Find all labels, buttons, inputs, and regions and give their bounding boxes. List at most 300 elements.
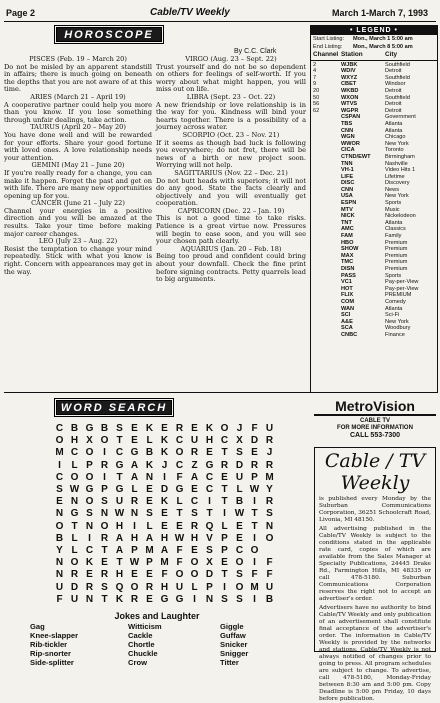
grid-letter[interactable]: P — [101, 484, 108, 496]
grid-letter[interactable]: P — [221, 532, 228, 544]
grid-letter[interactable]: S — [56, 484, 63, 496]
legend-start: Start Listing: Mon., March 1 5:00 am — [313, 36, 413, 42]
grid-row — [52, 569, 277, 581]
legend-rows — [311, 61, 437, 340]
grid-letter[interactable]: P — [251, 471, 258, 483]
grid-letter[interactable]: O — [55, 435, 64, 447]
legend-row: DISC Discovery — [341, 180, 410, 187]
grid-letter[interactable]: G — [115, 484, 124, 496]
grid-letter[interactable]: R — [190, 520, 199, 532]
grid-letter[interactable]: L — [191, 581, 198, 593]
grid-letter[interactable]: O — [175, 569, 184, 581]
grid-letter[interactable]: I — [223, 508, 226, 520]
grid-letter[interactable]: I — [133, 520, 136, 532]
grid-letter[interactable]: B — [145, 447, 154, 459]
grid-row — [52, 472, 277, 484]
grid-letter[interactable]: U — [190, 435, 199, 447]
legend-row: 62 WGPR Detroit — [313, 107, 402, 114]
grid-letter[interactable]: X — [206, 557, 213, 569]
grid-letter[interactable]: L — [221, 520, 228, 532]
grid-letter[interactable]: E — [176, 520, 183, 532]
legend-header-row: Channel Station City — [311, 51, 437, 61]
grid-letter[interactable]: F — [176, 471, 183, 483]
grid-letter[interactable]: O — [265, 532, 274, 544]
grid-letter[interactable]: D — [70, 581, 79, 593]
horoscope-column-right — [156, 56, 306, 284]
grid-letter[interactable]: S — [206, 545, 213, 557]
legend-row: TNT Atlanta — [341, 219, 403, 226]
grid-letter[interactable]: J — [236, 423, 243, 434]
grid-letter[interactable]: F — [266, 569, 273, 581]
grid-letter[interactable]: H — [160, 532, 169, 544]
grid-letter[interactable]: N — [70, 496, 79, 508]
grid-letter[interactable]: E — [236, 532, 243, 544]
grid-letter[interactable]: A — [130, 459, 139, 471]
legend-title: • LEGEND • — [311, 26, 437, 35]
grid-letter[interactable]: E — [191, 423, 198, 434]
grid-letter[interactable]: I — [88, 532, 91, 544]
grid-letter[interactable]: C — [115, 447, 124, 459]
word-list-row — [30, 622, 290, 631]
grid-letter[interactable]: E — [146, 484, 153, 496]
grid-letter[interactable]: N — [85, 520, 94, 532]
grid-letter[interactable]: I — [193, 593, 196, 605]
grid-letter[interactable]: S — [116, 423, 123, 434]
legend-row: AMC Classics — [341, 226, 406, 233]
word-list-item: Chuckle — [128, 649, 158, 658]
grid-letter[interactable]: A — [115, 532, 124, 544]
horoscope-sign-heading: CAPRICORN (Dec. 22 – Jan. 19) — [177, 206, 285, 215]
grid-letter[interactable]: E — [131, 423, 138, 434]
grid-letter[interactable]: O — [100, 435, 109, 447]
grid-letter[interactable]: R — [130, 593, 139, 605]
section-divider — [4, 392, 436, 393]
grid-letter[interactable]: X — [236, 435, 243, 447]
word-list-item: Giggle — [220, 622, 244, 631]
grid-letter[interactable]: E — [191, 545, 198, 557]
grid-letter[interactable]: F — [176, 557, 183, 569]
grid-letter[interactable]: N — [55, 557, 64, 569]
grid-row — [52, 435, 277, 447]
horoscope-sign-heading: PISCES (Feb. 19 – March 20) — [29, 55, 127, 63]
legend-row: SHOW Premium — [341, 246, 408, 253]
grid-letter[interactable]: W — [234, 508, 245, 520]
grid-letter[interactable]: N — [55, 508, 64, 520]
grid-letter[interactable]: T — [221, 569, 228, 581]
grid-letter[interactable]: X — [86, 435, 93, 447]
grid-letter[interactable]: N — [145, 471, 154, 483]
grid-letter[interactable]: G — [175, 484, 184, 496]
grid-letter[interactable]: E — [146, 496, 153, 508]
grid-letter[interactable]: D — [160, 484, 169, 496]
grid-letter[interactable]: F — [56, 593, 63, 605]
grid-letter[interactable]: G — [205, 459, 214, 471]
grid-letter[interactable]: F — [176, 545, 183, 557]
grid-letter[interactable]: L — [131, 484, 138, 496]
grid-letter[interactable]: E — [236, 520, 243, 532]
legend-row: USA New York — [341, 193, 409, 200]
grid-letter[interactable]: G — [175, 593, 184, 605]
grid-letter[interactable]: F — [251, 423, 258, 434]
horoscope-sign-heading: TAURUS (April 20 – May 20) — [30, 123, 126, 132]
grid-letter[interactable]: T — [221, 484, 228, 496]
grid-letter[interactable]: I — [103, 447, 106, 459]
grid-letter[interactable]: O — [190, 557, 199, 569]
grid-letter[interactable]: N — [100, 508, 109, 520]
cabletv-authority-text: Advertisers have no authority to bind Cable/TV Weekly and only publication of an advertisement shall constitute final acceptance of the advertiser's order. The information in Cable/TV Weekly is provided by the networks and stations. Cable/TV Weekly is not always notified of changes prior to going to press. All program schedules are subject to change. To advertise, call 478-5180, Monday-Friday between 8:30 am and 5:00 pm. Copy Deadline is 5:00 pm Friday, 10 days before publication. — [319, 605, 431, 702]
grid-letter[interactable]: R — [130, 496, 139, 508]
grid-letter[interactable]: I — [208, 496, 211, 508]
grid-letter[interactable]: P — [221, 545, 228, 557]
grid-letter[interactable]: O — [250, 545, 259, 557]
grid-letter[interactable]: T — [101, 545, 108, 557]
grid-letter[interactable]: E — [146, 593, 153, 605]
word-list-row — [30, 631, 290, 640]
grid-letter[interactable]: H — [115, 569, 124, 581]
grid-letter[interactable]: G — [85, 423, 94, 434]
grid-letter[interactable]: S — [146, 508, 153, 520]
grid-letter[interactable]: N — [55, 569, 64, 581]
grid-letter[interactable]: P — [206, 581, 213, 593]
grid-letter[interactable]: U — [265, 423, 274, 434]
grid-letter[interactable]: E — [191, 484, 198, 496]
grid-letter[interactable]: P — [131, 545, 138, 557]
cabletv-publisher-text: is published every Monday by the Suburban Communications Corporation, 36251 Schoolcraft Road, Livonia, MI 48150. — [319, 496, 431, 523]
grid-letter[interactable]: B — [100, 423, 109, 434]
grid-letter[interactable]: F — [266, 557, 273, 569]
cabletv-logo-line1: Cable / TV — [324, 450, 426, 472]
legend-row: DISN Premium — [341, 266, 408, 272]
publication-title: Cable/TV Weekly — [150, 7, 230, 18]
grid-letter[interactable]: T — [116, 471, 123, 483]
grid-letter[interactable]: A — [130, 471, 139, 483]
grid-letter[interactable]: E — [161, 508, 168, 520]
grid-letter[interactable]: C — [55, 423, 64, 434]
grid-letter[interactable]: F — [251, 569, 258, 581]
legend-row: SCI Sci-Fi — [341, 312, 400, 319]
grid-letter[interactable]: R — [220, 459, 229, 471]
grid-letter[interactable]: K — [205, 423, 214, 434]
grid-letter[interactable]: R — [175, 423, 184, 434]
word-list-item: Guffaw — [220, 631, 246, 640]
grid-letter[interactable]: K — [160, 496, 169, 508]
horoscope-sign-heading: SAGITTARIUS (Nov. 22 – Dec. 21) — [174, 168, 288, 177]
grid-letter[interactable]: T — [101, 593, 108, 605]
grid-letter[interactable]: T — [71, 520, 78, 532]
grid-letter[interactable]: A — [115, 545, 124, 557]
legend-row: MTV Music — [341, 206, 400, 213]
grid-letter[interactable]: E — [221, 557, 228, 569]
legend-row: CSPAN Government — [341, 114, 416, 121]
grid-letter[interactable]: I — [163, 471, 166, 483]
grid-letter[interactable]: U — [55, 581, 64, 593]
grid-letter[interactable]: H — [190, 532, 199, 544]
grid-letter[interactable]: O — [220, 423, 229, 434]
grid-letter[interactable]: H — [70, 435, 79, 447]
grid-letter[interactable]: W — [249, 484, 260, 496]
word-list-item: Rip-snorter — [30, 649, 71, 658]
horoscope-sign-text: Do not be misled by an apparent standstill in affairs; there is much going on beneath the depths that you are not aware of at this time. — [4, 62, 152, 94]
legend-row: COM Comedy — [341, 298, 406, 305]
grid-letter[interactable]: R — [85, 581, 94, 593]
grid-letter[interactable]: E — [206, 447, 213, 459]
grid-letter[interactable]: L — [236, 484, 243, 496]
word-list-row — [30, 658, 290, 667]
grid-letter[interactable]: I — [103, 471, 106, 483]
grid-letter[interactable]: E — [161, 423, 168, 434]
horoscope-sign-text: A new friendship or love relationship is in the way for you. Kindness will bind your hearts together. There is a possibility of a journey across water. — [156, 100, 306, 132]
grid-letter[interactable]: Q — [205, 520, 214, 532]
grid-letter[interactable]: H — [130, 532, 139, 544]
grid-letter[interactable]: C — [175, 459, 184, 471]
grid-letter[interactable]: T — [251, 508, 258, 520]
grid-letter[interactable]: M — [55, 447, 64, 459]
horoscope-sign-text: If you're really ready for a change, you can make it happen. Forget the past and get on with life. There are many new opportunities opening up for you. — [4, 168, 152, 200]
word-list-item: Chortle — [128, 640, 155, 649]
grid-letter[interactable]: Q — [115, 581, 124, 593]
grid-letter[interactable]: U — [235, 471, 244, 483]
grid-letter[interactable]: O — [175, 447, 184, 459]
grid-letter[interactable]: Z — [191, 459, 198, 471]
grid-letter[interactable]: O — [190, 569, 199, 581]
grid-letter[interactable]: N — [265, 520, 274, 532]
word-list-item: Gag — [30, 622, 45, 631]
grid-letter[interactable]: S — [101, 496, 108, 508]
grid-letter[interactable]: K — [145, 423, 154, 434]
grid-letter[interactable]: I — [253, 496, 256, 508]
grid-letter[interactable]: R — [100, 532, 109, 544]
grid-letter[interactable]: B — [235, 496, 244, 508]
grid-letter[interactable]: D — [250, 435, 259, 447]
grid-letter[interactable]: E — [101, 557, 108, 569]
grid-letter[interactable]: V — [206, 532, 213, 544]
grid-letter[interactable]: K — [160, 435, 169, 447]
grid-letter[interactable]: D — [235, 459, 244, 471]
grid-letter[interactable]: S — [236, 593, 243, 605]
grid-letter[interactable]: P — [86, 459, 93, 471]
legend-row: TNN Nashville — [341, 160, 408, 167]
grid-letter[interactable]: I — [253, 593, 256, 605]
grid-letter[interactable]: E — [56, 496, 63, 508]
grid-letter[interactable]: N — [85, 593, 94, 605]
grid-letter[interactable]: K — [115, 593, 124, 605]
grid-letter[interactable]: R — [100, 569, 109, 581]
grid-letter[interactable]: W — [174, 532, 185, 544]
grid-letter[interactable]: M — [160, 557, 169, 569]
word-list-row — [30, 640, 290, 649]
grid-letter[interactable]: C — [190, 496, 199, 508]
grid-letter[interactable]: U — [175, 581, 184, 593]
grid-letter[interactable]: T — [251, 520, 258, 532]
grid-letter[interactable]: U — [70, 593, 79, 605]
grid-letter[interactable]: E — [146, 569, 153, 581]
grid-letter[interactable]: T — [206, 508, 213, 520]
grid-letter[interactable]: R — [265, 459, 274, 471]
grid-letter[interactable]: G — [85, 484, 94, 496]
grid-letter[interactable]: M — [250, 581, 259, 593]
grid-letter[interactable]: G — [160, 593, 169, 605]
grid-letter[interactable]: K — [85, 557, 94, 569]
grid-letter[interactable]: O — [235, 557, 244, 569]
horoscope-sign-text: If it seems as though bad luck is following you everywhere; do not fret, there will be news of a birth or new project soon. Worrying will not help. — [156, 138, 306, 170]
word-list-row — [30, 649, 290, 658]
legend-row: HOT Pay-per-View — [341, 285, 419, 292]
grid-letter[interactable]: H — [205, 435, 214, 447]
cabletv-info-box — [314, 447, 436, 702]
grid-letter[interactable]: B — [265, 593, 274, 605]
grid-letter[interactable]: N — [205, 593, 214, 605]
word-list-item: Titter — [220, 658, 239, 667]
grid-letter[interactable]: L — [71, 459, 78, 471]
grid-letter[interactable]: L — [71, 545, 78, 557]
grid-letter[interactable]: R — [265, 435, 274, 447]
grid-letter[interactable]: A — [160, 545, 169, 557]
grid-letter[interactable]: O — [55, 520, 64, 532]
grid-letter[interactable]: I — [223, 581, 226, 593]
grid-letter[interactable]: L — [176, 496, 183, 508]
grid-letter[interactable]: E — [221, 471, 228, 483]
grid-letter[interactable]: R — [250, 459, 259, 471]
grid-letter[interactable]: J — [161, 459, 168, 471]
grid-letter[interactable]: O — [70, 557, 79, 569]
metrovision-logo: MetroVision — [314, 398, 436, 416]
grid-letter[interactable]: T — [116, 435, 123, 447]
grid-letter[interactable]: J — [266, 447, 273, 459]
grid-letter[interactable]: S — [221, 593, 228, 605]
grid-letter[interactable]: M — [145, 545, 154, 557]
word-list-item: Cackle — [128, 631, 153, 640]
grid-letter[interactable]: A — [190, 471, 199, 483]
grid-letter[interactable]: K — [160, 447, 169, 459]
grid-letter[interactable]: E — [251, 447, 258, 459]
grid-letter[interactable]: H — [115, 520, 124, 532]
grid-letter[interactable]: I — [58, 459, 61, 471]
grid-letter[interactable]: O — [100, 520, 109, 532]
word-list — [30, 622, 290, 667]
grid-letter[interactable]: S — [236, 447, 243, 459]
grid-letter[interactable]: C — [220, 435, 229, 447]
grid-row — [52, 545, 277, 557]
grid-letter[interactable]: O — [85, 447, 94, 459]
horoscope-sign-heading: LIBRA (Sept. 23 – Oct. 22) — [186, 92, 276, 101]
cabletv-logo-line2: Weekly — [340, 472, 410, 494]
grid-letter[interactable]: S — [266, 508, 273, 520]
grid-letter[interactable]: O — [70, 471, 79, 483]
grid-letter[interactable]: C — [205, 484, 214, 496]
grid-letter[interactable]: C — [205, 471, 214, 483]
grid-letter[interactable]: M — [265, 471, 274, 483]
grid-letter[interactable]: E — [131, 569, 138, 581]
grid-letter[interactable]: U — [265, 581, 274, 593]
grid-letter[interactable]: I — [253, 532, 256, 544]
grid-letter[interactable]: T — [221, 447, 228, 459]
grid-letter[interactable]: W — [129, 557, 140, 569]
word-list-item: Snicker — [220, 640, 248, 649]
horoscope-sign-heading: VIRGO (Aug. 23 – Sept. 22) — [185, 55, 277, 63]
grid-letter[interactable]: T — [176, 508, 183, 520]
grid-letter[interactable]: E — [131, 435, 138, 447]
grid-row — [52, 521, 277, 533]
grid-letter[interactable]: L — [71, 532, 78, 544]
horoscope-column-left — [4, 56, 152, 276]
legend-row: 2 WJBK Southfield — [313, 61, 410, 68]
grid-letter[interactable]: O — [85, 471, 94, 483]
grid-letter[interactable]: R — [70, 569, 79, 581]
grid-letter[interactable]: Y — [56, 545, 63, 557]
legend-row: 20 WKBD Detroit — [313, 87, 402, 94]
grid-letter[interactable]: O — [85, 496, 94, 508]
horoscope-sign-text: This is not a good time to take risks. Patience is a great virtue now. Pressures will begin to ease soon, and you will see your chosen path clearly. — [156, 214, 306, 246]
legend-row: PASS Sports — [341, 272, 402, 279]
grid-letter[interactable]: U — [115, 496, 124, 508]
grid-letter[interactable]: P — [146, 557, 153, 569]
legend-row: WWOR New York — [341, 140, 409, 147]
grid-letter[interactable]: C — [70, 447, 79, 459]
grid-letter[interactable]: G — [70, 508, 79, 520]
grid-letter[interactable]: S — [191, 508, 198, 520]
grid-letter[interactable]: K — [145, 459, 154, 471]
grid-letter[interactable]: E — [161, 520, 168, 532]
grid-letter[interactable]: L — [146, 435, 153, 447]
grid-letter[interactable]: S — [101, 581, 108, 593]
grid-letter[interactable]: N — [130, 508, 139, 520]
grid-letter[interactable]: W — [114, 508, 125, 520]
page-number: Page 2 — [6, 8, 36, 18]
grid-letter[interactable]: E — [86, 569, 93, 581]
grid-letter[interactable]: R — [190, 447, 199, 459]
grid-letter[interactable]: C — [235, 545, 244, 557]
grid-letter[interactable]: L — [146, 520, 153, 532]
horoscope-sign-heading: LEO (July 23 – Aug. 22) — [38, 237, 118, 246]
grid-letter[interactable]: O — [235, 581, 244, 593]
grid-letter[interactable]: A — [145, 532, 154, 544]
grid-letter[interactable]: Y — [266, 484, 273, 496]
grid-letter[interactable]: G — [115, 459, 124, 471]
legend-row: CTND/EWT Birmingham — [341, 153, 415, 160]
grid-letter[interactable]: T — [116, 557, 123, 569]
grid-letter[interactable]: H — [160, 581, 169, 593]
horoscope-sign-heading: GEMINI (May 21 – June 20) — [31, 161, 125, 170]
grid-row — [52, 508, 277, 520]
grid-letter[interactable]: R — [265, 496, 274, 508]
grid-letter[interactable]: F — [161, 569, 168, 581]
grid-letter[interactable]: G — [130, 447, 139, 459]
grid-letter[interactable]: O — [130, 581, 139, 593]
grid-row — [52, 447, 277, 459]
legend-row: SCA Woodbury — [341, 325, 411, 332]
horoscope-sign-heading: AQUARIUS (Jan. 20 – Feb. 18) — [180, 244, 282, 253]
grid-letter[interactable]: I — [253, 557, 256, 569]
horoscope-sign-text: Being too proud and confident could bring about your downfall. Check the fine print before signing contracts. Petty quarrels lead to big arguments. — [156, 252, 306, 284]
grid-letter[interactable]: R — [145, 581, 154, 593]
grid-letter[interactable]: T — [221, 496, 228, 508]
legend-row: CNN Atlanta — [341, 127, 403, 134]
grid-letter[interactable]: B — [70, 423, 79, 434]
grid-letter[interactable]: B — [55, 532, 64, 544]
legend-row: 9 CBET Windsor — [313, 81, 406, 88]
grid-letter[interactable]: C — [85, 545, 94, 557]
grid-letter[interactable]: S — [236, 569, 243, 581]
grid-letter[interactable]: C — [55, 471, 64, 483]
grid-letter[interactable]: R — [100, 459, 109, 471]
grid-letter[interactable]: W — [69, 484, 80, 496]
word-search-banner: WORD SEARCH — [56, 400, 172, 415]
grid-letter[interactable]: D — [205, 569, 214, 581]
grid-letter[interactable]: C — [175, 435, 184, 447]
grid-letter[interactable]: S — [86, 508, 93, 520]
legend-row: 56 WTVS Detroit — [313, 101, 402, 108]
horoscope-sign-text: A cooperative partner could help you more than you know. If you lose something through unfair dealings, take action. — [4, 100, 152, 124]
